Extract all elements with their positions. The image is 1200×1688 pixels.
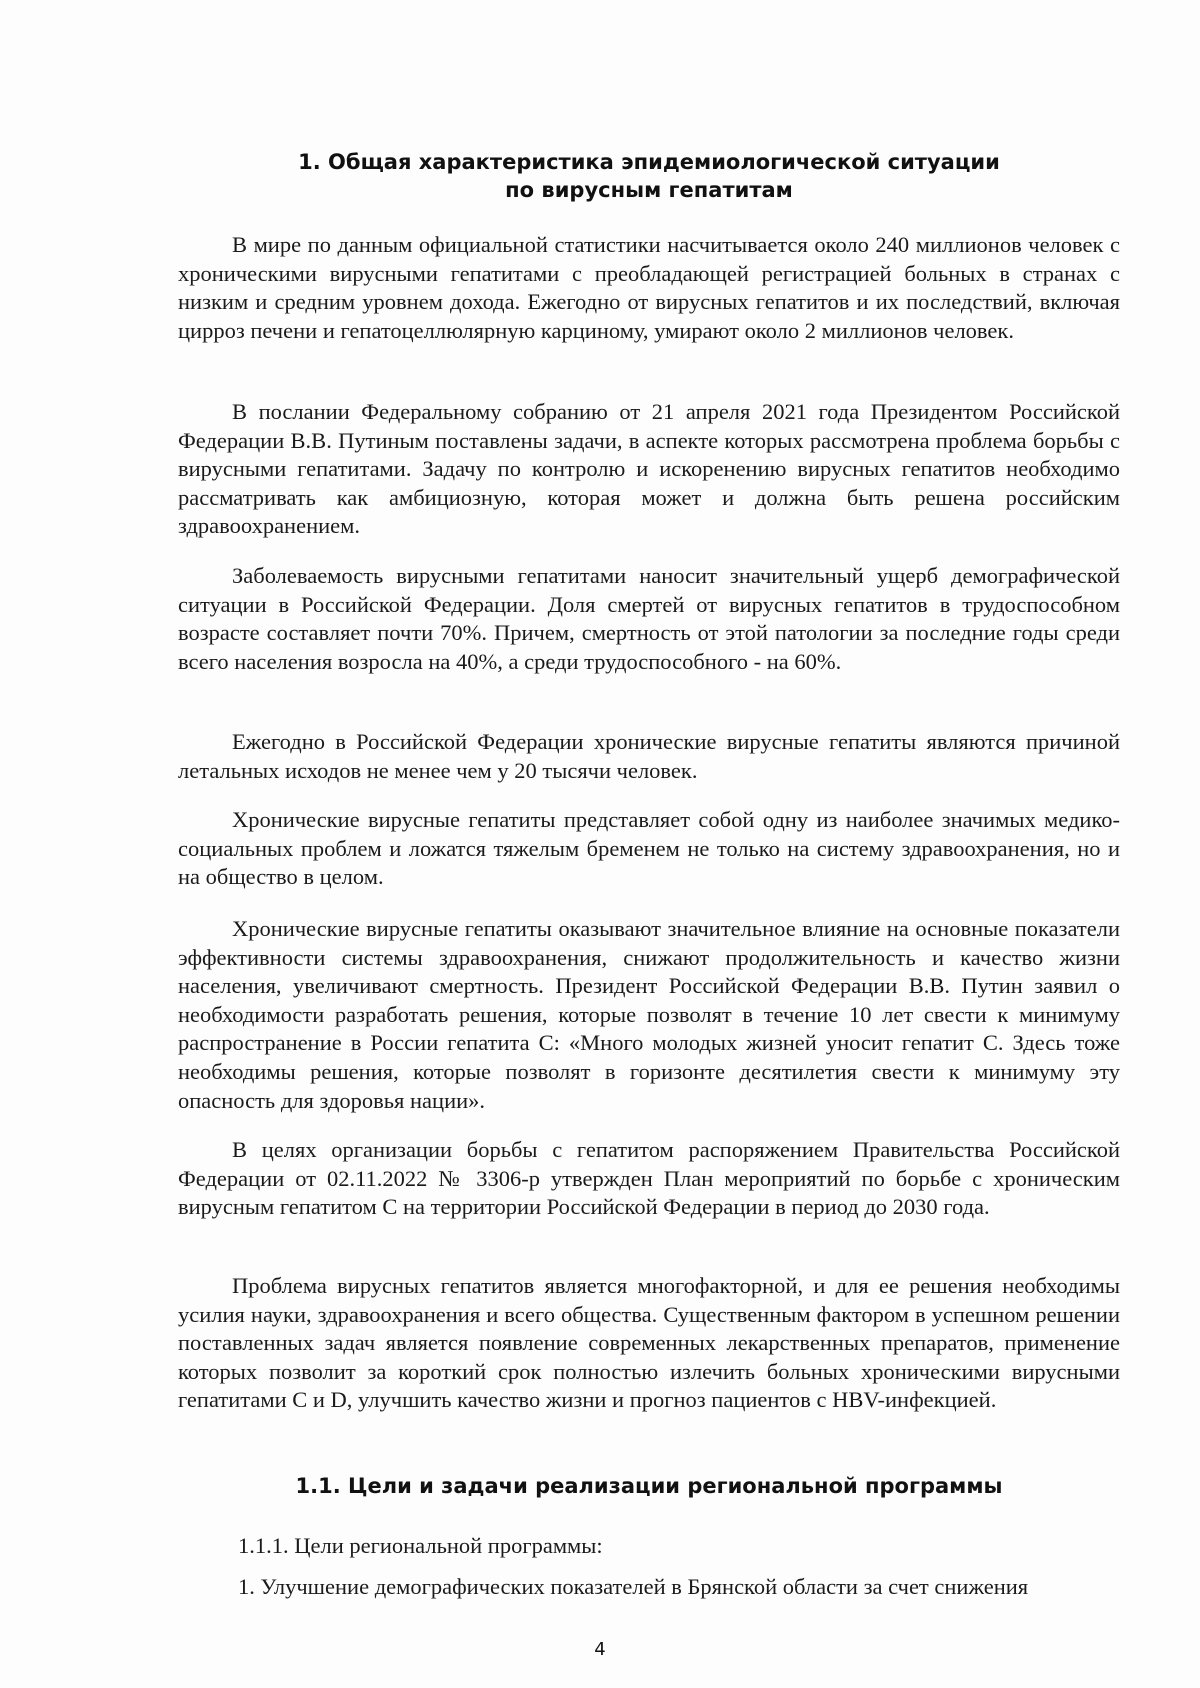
subsection-heading: 1.1. Цели и задачи реализации региональной программы — [295, 1474, 1003, 1498]
paragraph-2: В послании Федеральному собранию от 21 апреля 2021 года Президентом Российской Федерации В.В. Путиным поставлены задачи, в аспекте которых рассмотрена проблема борьбы с вирусными гепатитами. Задачу по контролю и искоренению вирусных гепатитов необходимо рассматривать как амбициозную, которая может и должна быть решена российским здравоохранением. — [178, 399, 1120, 539]
paragraph-3: Заболеваемость вирусными гепатитами наносит значительный ущерб демографической ситуации в Российской Федерации. Доля смертей от вирусных гепатитов в трудоспособном возрасте составляет почти 70%. Причем, смертность от этой патологии за последние годы среди всего населения возросла на 40%, а среди трудоспособного - на 60%. — [178, 563, 1120, 674]
paragraph-8: Проблема вирусных гепатитов является многофакторной, и для ее решения необходимы усилия науки, здравоохранения и всего общества. Существенным фактором в успешном решении поставленных задач является появление современных лекарственных препаратов, применение которых позволит за короткий срок полностью излечить больных хроническими вирусными гепатитами С и D, улучшить качество жизни и прогноз пациентов с HBV-инфекцией. — [178, 1273, 1120, 1413]
goal-item-1: 1. Улучшение демографических показателей в Брянской области за счет снижения — [238, 1574, 1029, 1599]
page-number: 4 — [594, 1639, 606, 1660]
section-heading-line-2: по вирусным гепатитам — [505, 178, 793, 202]
paragraph-6: Хронические вирусные гепатиты оказывают значительное влияние на основные показатели эффективности системы здравоохранения, снижают продолжительность и качество жизни населения, увеличивают смертность. Президент Российской Федерации В.В. Путин заявил о необходимости разработать решения, которые позволят в течение 10 лет свести к минимуму распространение в России гепатита С: «Много молодых жизней уносит гепатит С. Здесь тоже необходимы решения, которые позволят в горизонте десятилетия свести к минимуму эту опасность для здоровья нации». — [178, 916, 1120, 1113]
section-heading — [178, 148, 1120, 204]
paragraph-5: Хронические вирусные гепатиты представляет собой одну из наиболее значимых медико-социальных проблем и ложатся тяжелым бременем не только на систему здравоохранения, но и на общество в целом. — [178, 807, 1120, 890]
section-heading-line-1: 1. Общая характеристика эпидемиологической ситуации — [298, 150, 1000, 174]
goals-label: 1.1.1. Цели региональной программы: — [238, 1533, 603, 1558]
paragraph-4: Ежегодно в Российской Федерации хронические вирусные гепатиты являются причиной летальных исходов не менее чем у 20 тысячи человек. — [178, 729, 1120, 783]
paragraph-7: В целях организации борьбы с гепатитом распоряжением Правительства Российской Федерации от 02.11.2022 № 3306-р утвержден План мероприятий по борьбе с хроническим вирусным гепатитом С на территории Российской Федерации в период до 2030 года. — [178, 1137, 1120, 1220]
paragraph-1: В мире по данным официальной статистики насчитывается около 240 миллионов человек с хроническими вирусными гепатитами с преобладающей регистрацией больных в странах с низким и средним уровнем дохода. Ежегодно от вирусных гепатитов и их последствий, включая цирроз печени и гепатоцеллюлярную карциному, умирают около 2 миллионов человек. — [178, 232, 1120, 343]
